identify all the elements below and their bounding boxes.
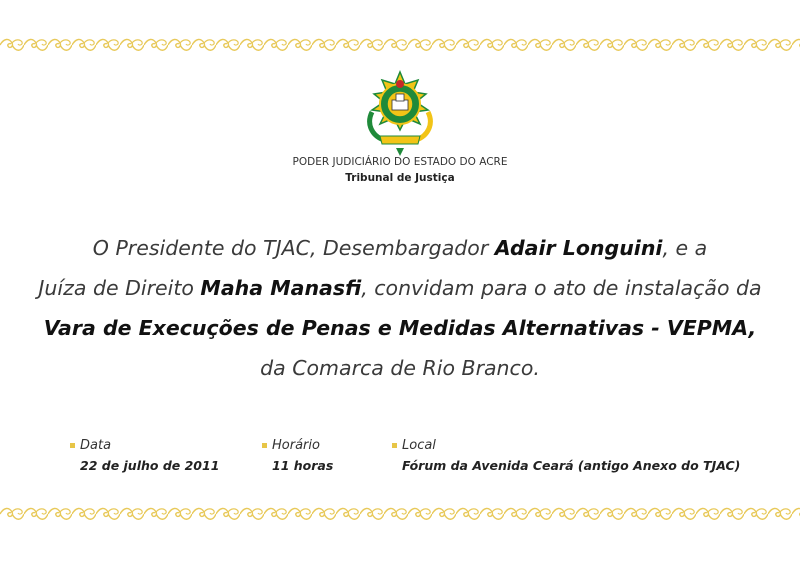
court-name: Tribunal de Justiça (345, 172, 455, 184)
invitation-text (0, 228, 800, 388)
bullet-icon (70, 443, 75, 448)
top-ornamental-border (0, 36, 800, 54)
detail-location (392, 438, 740, 473)
invitation-line-4: da Comarca de Rio Branco. (260, 356, 540, 380)
time-value: 11 horas (272, 458, 334, 473)
state-coat-of-arms-emblem (358, 70, 442, 158)
bullet-icon (392, 443, 397, 448)
judiciary-name: PODER JUDICIÁRIO DO ESTADO DO ACRE (292, 156, 508, 168)
invitation-line-2: Juíza de Direito Maha Manasfi, convidam para o ato de instalação da (38, 276, 762, 300)
bullet-icon (262, 443, 267, 448)
invitation-line-1: O Presidente do TJAC, Desembargador Adair Longuini, e a (92, 236, 708, 260)
time-label: Horário (272, 438, 320, 453)
date-value: 22 de julho de 2011 (80, 458, 220, 473)
bottom-ornamental-border (0, 505, 800, 523)
judge-name: Maha Manasfi (200, 276, 362, 300)
location-value: Fórum da Avenida Ceará (antigo Anexo do TJAC) (402, 458, 741, 473)
court-unit-name: Vara de Execuções de Penas e Medidas Alternativas - VEPMA, (43, 316, 757, 340)
date-label: Data (80, 438, 112, 453)
detail-date (70, 438, 219, 473)
detail-time (262, 438, 333, 473)
location-label: Local (402, 438, 436, 453)
president-name: Adair Longuini (494, 236, 663, 260)
